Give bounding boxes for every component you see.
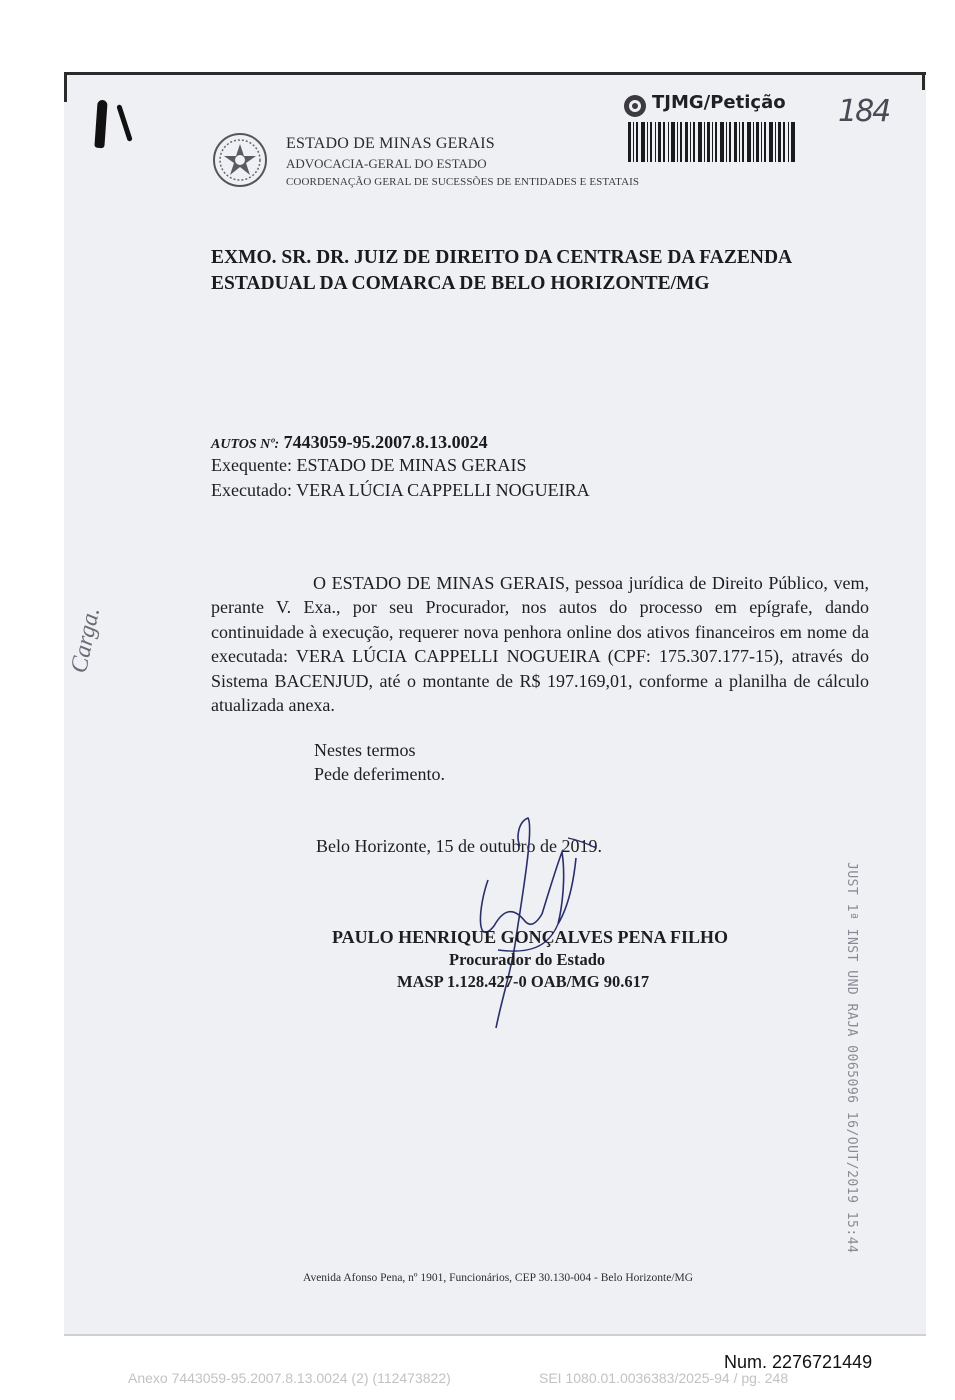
addressee: EXMO. SR. DR. JUIZ DE DIREITO DA CENTRASE DA FAZENDA ESTADUAL DA COMARCA DE BELO HORIZONTE/MG bbox=[211, 247, 792, 294]
case-number-label: AUTOS Nº: bbox=[211, 437, 280, 452]
institution-department: ADVOCACIA-GERAL DO ESTADO bbox=[286, 156, 487, 171]
footer-address: Avenida Afonso Pena, nº 1901, Funcionários, CEP 30.130-004 - Belo Horizonte/MG bbox=[303, 1272, 694, 1284]
page-edge-right bbox=[922, 72, 925, 90]
barcode-icon bbox=[626, 122, 798, 162]
signatory-registration: MASP 1.128.427-0 OAB/MG 90.617 bbox=[397, 972, 650, 991]
case-number bbox=[211, 432, 488, 453]
page-edge-top bbox=[64, 72, 926, 75]
body-paragraph: O ESTADO DE MINAS GERAIS, pessoa jurídica de Direito Público, vem, perante V. Exa., por seu Procurador, nos autos do processo em epígrafe, dando continuidade à execução, requerer nova penhora online dos ativos financeiros em nome da executada: VERA LÚCIA CAPPELLI NOGUEIRA (CPF: 175.307.177-15), através do Sistema BACENJUD, até o montante de R$ 197.169,01, conforme a planilha de cálculo atualizada anexa. bbox=[211, 573, 869, 716]
case-number-value: 7443059-95.2007.8.13.0024 bbox=[283, 432, 488, 452]
closing-line-2: Pede deferimento. bbox=[314, 764, 445, 784]
closing-line-1: Nestes termos bbox=[314, 740, 416, 760]
handwritten-signature bbox=[458, 808, 618, 1033]
sei-reference: SEI 1080.01.0036383/2025-94 / pg. 248 bbox=[539, 1370, 789, 1386]
signatory-role: Procurador do Estado bbox=[449, 950, 606, 969]
place-and-date: Belo Horizonte, 15 de outubro de 2019. bbox=[316, 836, 602, 856]
page-edge-bottom bbox=[64, 1334, 926, 1336]
institution-division: COORDENAÇÃO GERAL DE SUCESSÕES DE ENTIDADES E ESTATAIS bbox=[286, 176, 640, 188]
court-stamp-title: TJMG/Petição bbox=[652, 92, 786, 113]
page-edge-left bbox=[64, 72, 67, 102]
court-seal-icon bbox=[622, 93, 648, 119]
defendant-line: Executado: VERA LÚCIA CAPPELLI NOGUEIRA bbox=[211, 480, 590, 500]
signatory-name: PAULO HENRIQUE GONÇALVES PENA FILHO bbox=[332, 927, 729, 947]
plaintiff-line: Exequente: ESTADO DE MINAS GERAIS bbox=[211, 455, 527, 475]
institution-name: ESTADO DE MINAS GERAIS bbox=[286, 135, 495, 152]
document-number: Num. 2276721449 bbox=[724, 1352, 873, 1372]
protocol-stamp: JUST 1ª INST UND RAJA 0065096 16/OUT/2019 15:44 bbox=[844, 862, 859, 1254]
state-seal-icon bbox=[212, 132, 268, 188]
annex-reference: Anexo 7443059-95.2007.8.13.0024 (2) (112473822) bbox=[128, 1370, 451, 1386]
margin-handwritten-note: Carga. bbox=[66, 604, 106, 676]
handwritten-page-number: 184 bbox=[838, 94, 890, 129]
